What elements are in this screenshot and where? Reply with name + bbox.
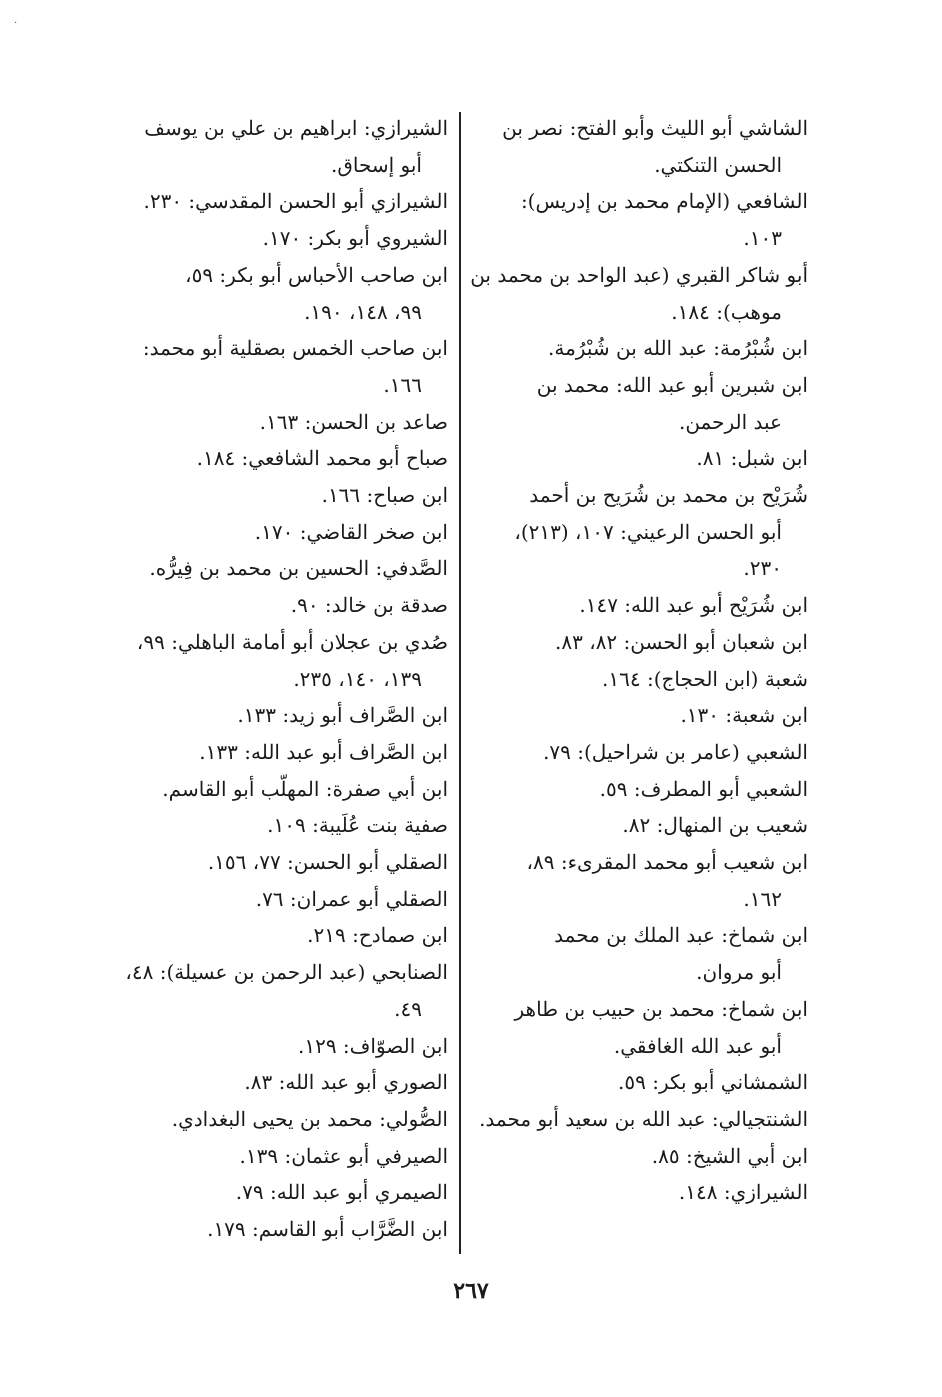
index-entry-continuation: ١٣٩، ١٤٠، ٢٣٥. bbox=[293, 666, 422, 691]
index-entry bbox=[112, 440, 448, 477]
index-entry bbox=[112, 110, 448, 183]
index-entry-head: ابن الضَّرَّاب أبو القاسم: ١٧٩. bbox=[207, 1217, 448, 1242]
index-entry bbox=[470, 440, 808, 477]
index-entry bbox=[112, 477, 448, 514]
index-entry-head: ابن صاحب الخمس بصقلية أبو محمد: bbox=[142, 336, 448, 361]
index-entry bbox=[470, 1174, 808, 1211]
index-entry bbox=[470, 477, 808, 587]
index-entry bbox=[112, 954, 448, 1027]
index-entry bbox=[470, 367, 808, 440]
index-entry-head: ابن شعبة: ١٣٠. bbox=[680, 703, 808, 728]
index-entry bbox=[112, 1138, 448, 1175]
index-entry bbox=[470, 110, 808, 183]
index-entry-head: الشاشي أبو الليث وأبو الفتح: نصر بن bbox=[502, 116, 808, 140]
index-entry-head: الصُّولي: محمد بن يحيى البغدادي. bbox=[171, 1106, 448, 1131]
index-entry-head: الصَّدفي: الحسين بن محمد بن فِيرُّه. bbox=[149, 556, 448, 581]
index-entry-head: صُدي بن عجلان أبو أمامة الباهلي: ٩٩، bbox=[136, 629, 448, 654]
page-number: ٢٦٧ bbox=[453, 1278, 489, 1304]
index-entry-head: ابن صاحب الأحباس أبو بكر: ٥٩، bbox=[185, 262, 448, 287]
index-entry-head: ابن شماخ: عبد الملك بن محمد bbox=[554, 923, 808, 948]
index-entry-head: ابن شبرين أبو عبد الله: محمد بن bbox=[536, 372, 808, 397]
index-entry bbox=[112, 917, 448, 954]
index-entry bbox=[470, 771, 808, 808]
index-entry-head: ابن شُبْرُمة: عبد الله بن شُبْرُمة. bbox=[547, 336, 808, 361]
index-entry bbox=[112, 587, 448, 624]
index-entry-head: ابن شعيب أبو محمد المقرىء: ٨٩، bbox=[526, 850, 808, 875]
index-entry-head: ابن الصوّاف: ١٢٩. bbox=[297, 1033, 448, 1058]
index-entry-head: ابن الصَّراف أبو زيد: ١٣٣. bbox=[237, 703, 448, 728]
index-entry-head: شعيب بن المنهال: ٨٢. bbox=[622, 813, 808, 838]
index-entry bbox=[470, 917, 808, 990]
index-entry-continuation: عبد الرحمن. bbox=[678, 409, 782, 434]
index-entry bbox=[112, 1174, 448, 1211]
index-entry bbox=[470, 991, 808, 1064]
index-entry-head: ابن أبي صفرة: المهلّب أبو القاسم. bbox=[162, 776, 448, 801]
index-entry-head: ابن شبل: ٨١. bbox=[696, 446, 808, 471]
index-entry bbox=[470, 844, 808, 917]
index-entry-head: ابن صخر القاضي: ١٧٠. bbox=[254, 519, 448, 544]
index-entry bbox=[112, 1101, 448, 1138]
index-entry bbox=[470, 1138, 808, 1175]
index-entry bbox=[112, 844, 448, 881]
index-entry bbox=[470, 697, 808, 734]
index-entry-head: الصنابحي (عبد الرحمن بن عسيلة): ٤٨، bbox=[125, 960, 448, 985]
index-entry-head: صباح أبو محمد الشافعي: ١٨٤. bbox=[196, 446, 448, 471]
index-entry-head: الشيرازي: ابراهيم بن علي بن يوسف bbox=[144, 116, 448, 140]
index-entry-head: الصوري أبو عبد الله: ٨٣. bbox=[244, 1070, 448, 1095]
index-entry-head: ابن أبي الشيخ: ٨٥. bbox=[651, 1143, 808, 1168]
index-entry-continuation: الحسن التنكتي. bbox=[654, 152, 782, 177]
index-entry-continuation: موهب): ١٨٤. bbox=[671, 299, 782, 324]
index-entry bbox=[112, 1064, 448, 1101]
index-entry-continuation: أبو إسحاق. bbox=[330, 152, 422, 177]
index-entry bbox=[112, 881, 448, 918]
index-entry bbox=[112, 550, 448, 587]
index-entry-head: الشنتجيالي: عبد الله بن سعيد أبو محمد. bbox=[479, 1106, 808, 1131]
index-entry-head: الشيرازي: ١٤٨. bbox=[678, 1180, 808, 1205]
index-entry-continuation: ١٦٦. bbox=[383, 372, 422, 397]
index-entry bbox=[470, 330, 808, 367]
index-entry-head: ابن صباح: ١٦٦. bbox=[321, 483, 448, 508]
index-entry-continuation: أبو الحسن الرعيني: ١٠٧، (٢١٣)، bbox=[514, 519, 782, 544]
index-entry-head: شعبة (ابن الحجاج): ١٦٤. bbox=[602, 666, 808, 691]
index-entry-head: شُرَيْح بن محمد بن شُرَيح بن أحمد bbox=[529, 483, 808, 508]
index-entry-head: الشيرازي أبو الحسن المقدسي: ٢٣٠. bbox=[143, 189, 448, 214]
index-entry-head: صاعد بن الحسن: ١٦٣. bbox=[259, 409, 448, 434]
index-entry-head: ابن الصَّراف أبو عبد الله: ١٣٣. bbox=[199, 739, 448, 764]
index-entry-head: ابن شماخ: محمد بن حبيب بن طاهر bbox=[514, 996, 808, 1021]
index-entry bbox=[112, 1211, 448, 1248]
index-entry-continuation: ١٦٢. bbox=[743, 886, 782, 911]
index-entry bbox=[112, 220, 448, 257]
index-entry-head: ابن صمادح: ٢١٩. bbox=[307, 923, 448, 948]
index-entry-head: الصقلي أبو عمران: ٧٦. bbox=[255, 886, 448, 911]
index-entry bbox=[112, 771, 448, 808]
index-entry-continuation: أبو عبد الله الغافقي. bbox=[613, 1033, 782, 1058]
index-entry-head: أبو شاكر القبري (عبد الواحد بن محمد بن bbox=[470, 262, 808, 287]
index-entry-continuation: ١٠٣. bbox=[743, 226, 782, 251]
index-entry bbox=[112, 807, 448, 844]
index-entry-head: الشمشاني أبو بكر: ٥٩. bbox=[618, 1070, 808, 1095]
index-entry bbox=[112, 404, 448, 441]
index-entry-continuation: ٩٩، ١٤٨، ١٩٠. bbox=[304, 299, 422, 324]
index-entry-head: الصقلي أبو الحسن: ٧٧، ١٥٦. bbox=[207, 850, 448, 875]
index-entry bbox=[112, 624, 448, 697]
index-entry-head: الشيروي أبو بكر: ١٧٠. bbox=[262, 226, 448, 251]
index-entry-continuation: ٤٩. bbox=[394, 996, 422, 1021]
index-entry bbox=[112, 734, 448, 771]
column-divider bbox=[459, 112, 461, 1254]
index-entry bbox=[470, 1064, 808, 1101]
index-entry bbox=[112, 330, 448, 403]
index-entry bbox=[470, 661, 808, 698]
index-entry-head: الشعبي (عامر بن شراحيل): ٧٩. bbox=[543, 739, 808, 764]
index-entry bbox=[470, 807, 808, 844]
index-entry bbox=[112, 514, 448, 551]
index-entry-continuation: أبو مروان. bbox=[696, 960, 782, 985]
index-entry-head: صدقة بن خالد: ٩٠. bbox=[290, 593, 448, 618]
index-entry-head: ابن شُرَيْح أبو عبد الله: ١٤٧. bbox=[579, 593, 808, 618]
index-entry bbox=[112, 183, 448, 220]
index-entry bbox=[112, 697, 448, 734]
index-entry-continuation: ٢٣٠. bbox=[743, 556, 782, 581]
index-entry bbox=[470, 183, 808, 256]
index-entry bbox=[470, 734, 808, 771]
index-entry-head: الصيمري أبو عبد الله: ٧٩. bbox=[235, 1180, 448, 1205]
index-entry bbox=[470, 587, 808, 624]
index-entry bbox=[112, 257, 448, 330]
index-entry bbox=[112, 1028, 448, 1065]
index-entry-head: الشعبي أبو المطرف: ٥٩. bbox=[599, 776, 808, 801]
index-entry-head: الصيرفي أبو عثمان: ١٣٩. bbox=[239, 1143, 448, 1168]
index-entry bbox=[470, 624, 808, 661]
index-entry-head: الشافعي (الإمام محمد بن إدريس): bbox=[520, 189, 808, 214]
index-column-left bbox=[112, 110, 448, 1248]
index-entry bbox=[470, 1101, 808, 1138]
index-entry-head: ابن شعبان أبو الحسن: ٨٢، ٨٣. bbox=[555, 629, 808, 654]
index-entry-head: صفية بنت عُلَيبة: ١٠٩. bbox=[267, 813, 448, 838]
index-entry bbox=[470, 257, 808, 330]
index-column-right bbox=[470, 110, 808, 1211]
corner-mark: · bbox=[14, 18, 18, 29]
